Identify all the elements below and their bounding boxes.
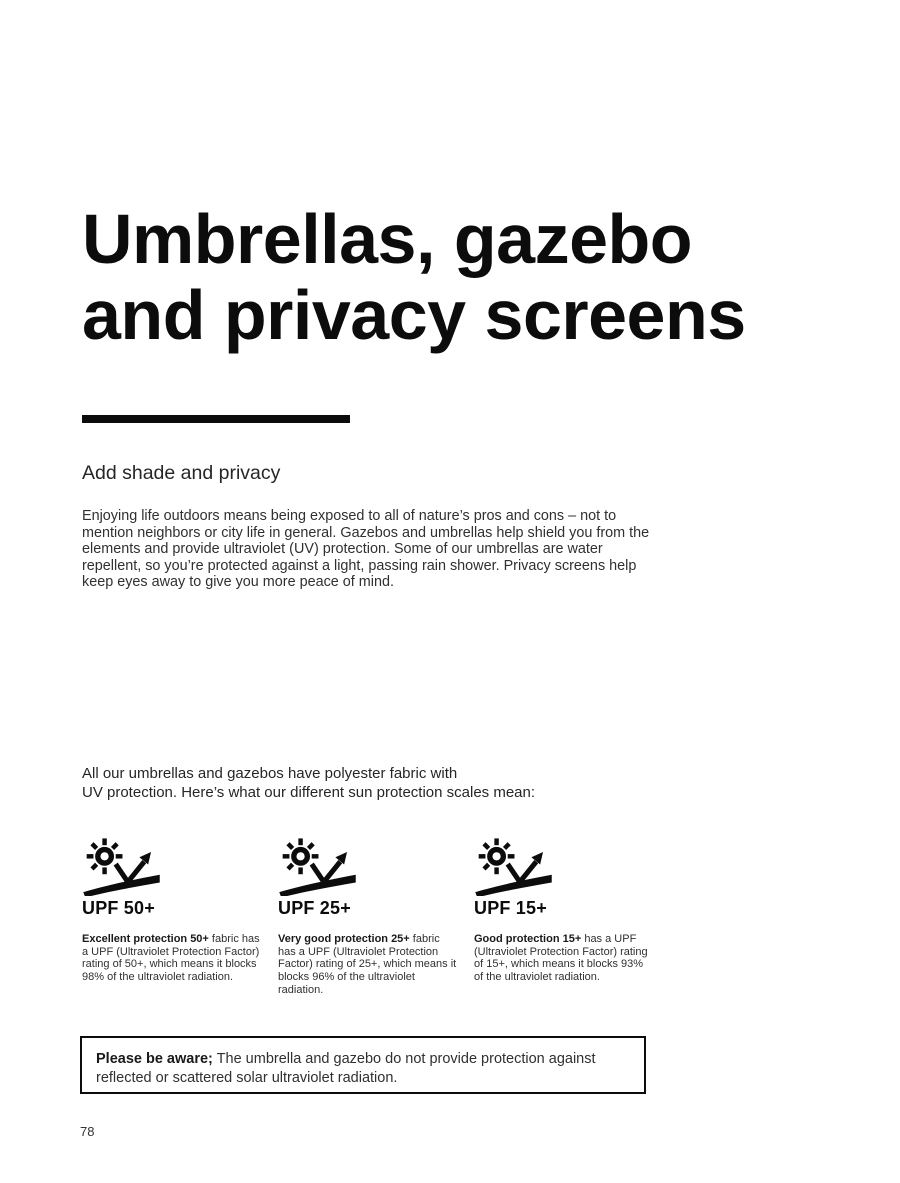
- upf-15-description-lead: Good protection 15+: [474, 933, 582, 945]
- upf-50-description: [82, 933, 262, 984]
- notice-lead: Please be aware;: [96, 1051, 213, 1067]
- upf-25-column: [278, 836, 474, 997]
- sun-uv-reflect-icon: [278, 836, 358, 896]
- sun-uv-reflect-icon: [474, 836, 554, 896]
- uv-protection-intro-line1: All our umbrellas and gazebos have polyester fabric with: [82, 765, 458, 782]
- intro-paragraph: Enjoying life outdoors means being exposed to all of nature’s pros and cons – not to mention neighbors or city life in general. Gazebos and umbrellas help shield you from the elements and provide ultraviolet (UV) protection. Some of our umbrellas are water repellent, so you’re protected against a light, passing rain shower. Privacy screens help keep eyes away to give you more peace of mind.: [82, 508, 650, 591]
- upf-50-label: UPF 50+: [82, 898, 155, 918]
- upf-scale-row: [82, 836, 670, 997]
- upf-25-description-body: fabric has a UPF (Ultraviolet Protection Factor) rating of 25+, which means it blocks 96% of the ultraviolet radiation.: [278, 933, 457, 996]
- upf-15-column: [474, 836, 670, 997]
- upf-25-description: [278, 933, 458, 997]
- upf-25-description-lead: Very good protection 25+: [278, 933, 410, 945]
- page-title-line1: Umbrellas, gazebo: [82, 200, 693, 278]
- upf-25-label: UPF 25+: [278, 898, 351, 918]
- upf-15-description-body: has a UPF (Ultraviolet Protection Factor) rating of 15+, which means it blocks 93% of the ultraviolet radiation.: [474, 933, 648, 984]
- upf-15-label: UPF 15+: [474, 898, 547, 918]
- upf-50-description-lead: Excellent protection 50+: [82, 933, 209, 945]
- sun-uv-reflect-icon: [82, 836, 162, 896]
- page-title-line2: and privacy screens: [82, 276, 746, 354]
- notice-box: [80, 1036, 646, 1094]
- upf-15-description: [474, 933, 654, 984]
- title-divider-bar: [82, 415, 350, 423]
- section-heading: Add shade and privacy: [82, 462, 281, 484]
- page-title: [82, 201, 746, 353]
- upf-50-column: [82, 836, 278, 997]
- page-number: 78: [80, 1124, 95, 1139]
- uv-protection-intro-line2: UV protection. Here’s what our different sun protection scales mean:: [82, 784, 536, 801]
- notice-body: The umbrella and gazebo do not provide protection against reflected or scattered solar ultraviolet radiation.: [96, 1051, 596, 1086]
- uv-protection-intro: [82, 764, 535, 802]
- upf-50-description-body: fabric has a UPF (Ultraviolet Protection Factor) rating of 50+, which means it blocks 98% of the ultraviolet radiation.: [82, 933, 260, 984]
